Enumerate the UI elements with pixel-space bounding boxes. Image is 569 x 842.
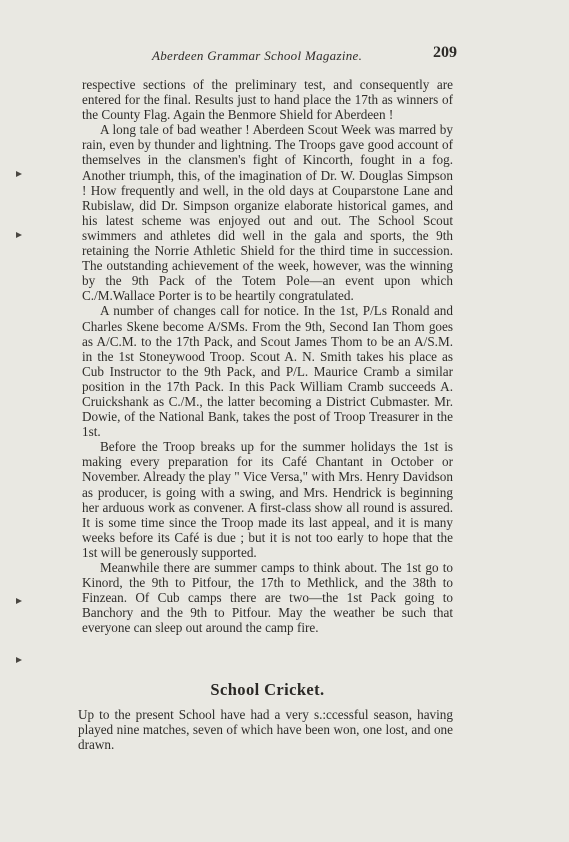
paragraph-cafe-chantant: Before the Troop breaks up for the summer holidays the 1st is making every preparation for its Café Chantant in October or November. Already the play " Vice Versa," with Mrs. Henry Davidson as producer, is going with a swing, and Mrs. Hendrick is beginning her arduous work as convener. A first-class show all round is assured. It is some time since the Troop made its last appeal, and it is many weeks before its Café is due ; but it is not too early to hope that the 1st will be generously supported.	[82, 439, 453, 560]
margin-mark	[16, 657, 22, 663]
page-header	[152, 44, 457, 66]
paragraph-scout-week: A long tale of bad weather ! Aberdeen Scout Week was marred by rain, even by thunder and lightning. The Troops gave good account of themselves in the clansmen's fight of Kincorth, fought in a fog. Another triumph, this, of the imagination of Dr. W. Douglas Simpson ! How frequently and well, in the old days at Couparstone Lane and Rubislaw, did Dr. Simpson organize elaborate historical games, and his latest scheme was enjoyed out and out. The School Scout swimmers and athletes did well in the gala and sports, the 9th retaining the Norrie Athletic Shield for the third time in succession. The outstanding achievement of the week, however, was the winning by the 9th Pack of the Totem Pole—an event upon which C./M.Wallace Porter is to be heartily congratulated.	[82, 122, 453, 304]
paragraph-changes: A number of changes call for notice. In the 1st, P/Ls Ronald and Charles Skene become A/SMs. From the 9th, Second Ian Thom goes as A/C.M. to the 17th Pack, and Scout James Thom to be an A/S.M. in the 1st Stoneywood Troop. Scout A. N. Smith takes his place as Cub Instructor to the 9th Pack, and P/L. Maurice Cramb a similar position in the 17th Pack. In this Pack William Cramb succeeds A. Cruickshank as C./M., the latter becoming a District Cubmaster. Mr. Dowie, of the National Bank, takes the post of Troop Treasurer in the 1st.	[82, 303, 453, 440]
page-number: 209	[433, 44, 457, 61]
school-cricket-heading: School Cricket.	[210, 680, 325, 699]
margin-mark	[16, 232, 22, 238]
margin-mark	[16, 598, 22, 604]
paragraph-summer-camps: Meanwhile there are summer camps to think about. The 1st go to Kinord, the 9th to Pitfour, the 17th to Methlick, and the 38th to Finzean. Of Cub camps there are two—the 1st Pack going to Banchory and the 9th to Pitfour. May the weather be such that everyone can sleep out around the camp fire.	[82, 560, 453, 636]
scout-notes-body	[82, 77, 453, 635]
paragraph-continued: respective sections of the preliminary test, and consequently are entered for the final. Results just to hand place the 17th as winners of the County Flag. Again the Benmore Shield for Aberdeen !	[82, 77, 453, 123]
running-title: Aberdeen Grammar School Magazine.	[152, 48, 363, 63]
margin-mark	[16, 171, 22, 177]
paragraph-cricket: Up to the present School have had a very s.:ccessful season, having played nine matches, seven of which have been won, one lost, and one drawn.	[78, 707, 453, 753]
school-cricket-body	[78, 707, 453, 752]
